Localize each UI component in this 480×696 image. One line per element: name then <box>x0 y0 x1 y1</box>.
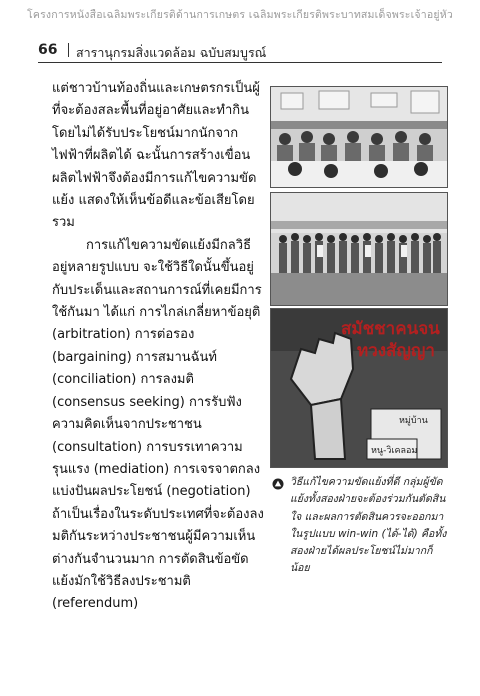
meeting-photo <box>270 86 448 188</box>
paragraph-1: แต่ชาวบ้านท้องถิ่นและเกษตรกรเป็นผู้ที่จะต้องสละพื้นที่อยู่อาศัยและทำกิน โดยไม่ได้รับประโยชน์มากนักจากไฟฟ้าที่ผลิตได้ ฉะนั้นการสร้างเขื่อนผลิตไฟฟ้าจึงต้องมีการแก้ไขความขัดแย้ง แสดงให้เห็นข้อดีและข้อเสียโดยรวม <box>52 81 260 231</box>
header-divider <box>68 43 69 57</box>
book-title: สารานุกรมสิ่งแวดล้อม ฉบับสมบูรณ์ <box>76 45 267 60</box>
poster-text-bottom: หนู-วิเคลอม <box>371 446 418 456</box>
page-number: 66 <box>38 42 58 58</box>
protest-mural-photo <box>270 308 448 468</box>
poster-text-side: หมู่บ้าน <box>399 416 428 426</box>
group-outdoor-photo <box>270 192 448 306</box>
running-header: โครงการหนังสือเฉลิมพระเกียรติด้านการเกษตร เฉลิมพระเกียรติพระบาทสมเด็จพระเจ้าอยู่หัว <box>27 9 453 21</box>
paragraph-2: การแก้ไขความขัดแย้งมีกลวิธีอยู่หลายรูปแบบ จะใช้วิธีใดนั้นขึ้นอยู่กับประเด็นและสถานการณ์ที่เคยมีการใช้กันมา ได้แก่ การไกล่เกลี่ยหาข้อยุติ (arbitration) การต่อรอง (bargaining) การสมานฉันท์ (conciliation) การลงมติ (consensus seeking) การรับฟังความคิดเห็นจากประชาชน (consultation) การบรรเทาความรุนแรง (mediation) การเจรจาตกลงแบ่งปันผลประโยชน์ (negotiation) ถ้าเป็นเรื่องในระดับประเทศที่จะต้องลงมติกันระหว่างประชาชนผู้มีความเห็นต่างกันจำนวนมาก การตัดสินข้อขัดแย้งมักใช้วิธีลงประชามติ (referendum) <box>52 237 264 612</box>
triangle-bullet-icon <box>272 478 284 490</box>
page-subheader <box>38 40 442 63</box>
poster-text-line-2: ทวงสัญญา <box>357 341 435 361</box>
poster-text-line-1: สมัชชาคนจน <box>341 319 440 339</box>
main-text-column <box>52 78 264 616</box>
photo-caption: วิธีแก้ไขความขัดแย้งที่ดี กลุ่มผู้ขัดแย้งทั้งสองฝ่ายจะต้องร่วมกันตัดสินใจ และผลการตัดสินควรจะออกมาในรูปแบบ win-win (ได้-ได้) คือทั้งสองฝ่ายได้ผลประโยชน์ไม่มากก็น้อย <box>290 476 447 575</box>
